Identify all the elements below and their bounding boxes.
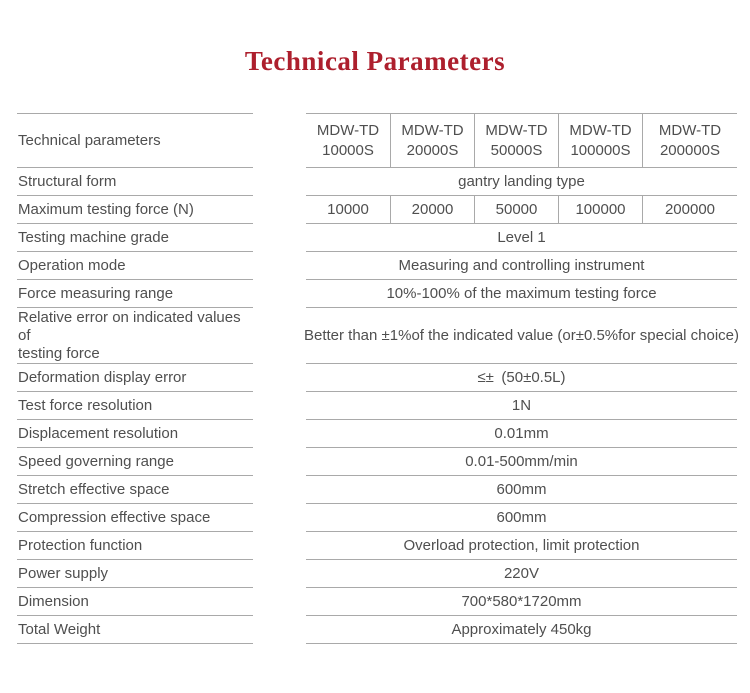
table-row bbox=[17, 616, 737, 644]
column-header-model-4 bbox=[559, 114, 643, 168]
row-label: Speed governing range bbox=[17, 448, 253, 476]
column-gap bbox=[253, 448, 306, 476]
column-gap bbox=[253, 280, 306, 308]
row-label: Maximum testing force (N) bbox=[17, 196, 253, 224]
column-gap bbox=[253, 168, 306, 196]
column-gap bbox=[253, 504, 306, 532]
row-value: 220V bbox=[306, 560, 737, 588]
column-header-model-2 bbox=[391, 114, 475, 168]
column-gap bbox=[253, 392, 306, 420]
model-name: MDW-TD bbox=[401, 121, 464, 139]
column-gap bbox=[253, 560, 306, 588]
row-value: 0.01-500mm/min bbox=[306, 448, 737, 476]
model-number: 100000S bbox=[570, 141, 631, 159]
column-header-model-5 bbox=[643, 114, 737, 168]
table-row bbox=[17, 532, 737, 560]
table-row bbox=[17, 196, 737, 224]
column-gap bbox=[253, 476, 306, 504]
row-value-cell: 200000 bbox=[643, 196, 737, 224]
table-row bbox=[17, 420, 737, 448]
header-label: Technical parameters bbox=[17, 113, 253, 168]
table-row bbox=[17, 308, 740, 364]
row-value-cell: 20000 bbox=[391, 196, 475, 224]
row-value: Level 1 bbox=[306, 224, 737, 252]
column-gap bbox=[253, 308, 306, 364]
table-row bbox=[17, 252, 737, 280]
model-name: MDW-TD bbox=[485, 121, 548, 139]
table-row bbox=[17, 168, 737, 196]
model-name: MDW-TD bbox=[658, 121, 722, 139]
column-gap bbox=[253, 616, 306, 644]
table-row bbox=[17, 280, 737, 308]
table-header-row bbox=[17, 113, 737, 168]
row-label: Deformation display error bbox=[17, 364, 253, 392]
row-label: Compression effective space bbox=[17, 504, 253, 532]
row-value: gantry landing type bbox=[306, 168, 737, 196]
table-row bbox=[17, 504, 737, 532]
table-row bbox=[17, 588, 737, 616]
row-label: Power supply bbox=[17, 560, 253, 588]
row-value: ≤± (50±0.5L) bbox=[306, 364, 737, 392]
page-title: Technical Parameters bbox=[244, 46, 506, 76]
row-label: Stretch effective space bbox=[17, 476, 253, 504]
model-number: 200000S bbox=[659, 141, 721, 159]
model-name: MDW-TD bbox=[569, 121, 632, 139]
column-gap bbox=[253, 588, 306, 616]
row-label: Operation mode bbox=[17, 252, 253, 280]
column-gap bbox=[253, 252, 306, 280]
table-row bbox=[17, 392, 737, 420]
table-row bbox=[17, 364, 737, 392]
column-gap bbox=[253, 532, 306, 560]
row-label: Dimension bbox=[17, 588, 253, 616]
row-label: Testing machine grade bbox=[17, 224, 253, 252]
row-value: 700*580*1720mm bbox=[306, 588, 737, 616]
column-gap bbox=[253, 224, 306, 252]
technical-parameters-table bbox=[17, 113, 740, 644]
column-header-model-1 bbox=[306, 114, 391, 168]
row-value: 600mm bbox=[306, 504, 737, 532]
row-value: 0.01mm bbox=[306, 420, 737, 448]
table-row bbox=[17, 448, 737, 476]
column-gap bbox=[253, 196, 306, 224]
row-value: Measuring and controlling instrument bbox=[306, 252, 737, 280]
row-label: Total Weight bbox=[17, 616, 253, 644]
row-value-cell: 50000 bbox=[475, 196, 559, 224]
table-row bbox=[17, 476, 737, 504]
table-row bbox=[17, 224, 737, 252]
row-value: 1N bbox=[306, 392, 737, 420]
row-value: Better than ±1%of the indicated value (or±0.5%for special choice) bbox=[306, 308, 737, 364]
row-label: Structural form bbox=[17, 168, 253, 196]
row-label: Displacement resolution bbox=[17, 420, 253, 448]
row-label: Test force resolution bbox=[17, 392, 253, 420]
table-row bbox=[17, 560, 737, 588]
column-gap bbox=[253, 113, 306, 168]
model-number: 20000S bbox=[406, 141, 459, 159]
row-label: Protection function bbox=[17, 532, 253, 560]
row-value-cell: 10000 bbox=[306, 196, 391, 224]
row-value: Overload protection, limit protection bbox=[306, 532, 737, 560]
model-header-group bbox=[306, 113, 737, 168]
row-value: 600mm bbox=[306, 476, 737, 504]
model-number: 10000S bbox=[322, 141, 374, 159]
row-label: Force measuring range bbox=[17, 280, 253, 308]
model-number: 50000S bbox=[490, 141, 543, 159]
force-values-group bbox=[306, 196, 737, 224]
column-gap bbox=[253, 364, 306, 392]
column-header-model-3 bbox=[475, 114, 559, 168]
model-name: MDW-TD bbox=[316, 121, 380, 139]
row-value-cell: 100000 bbox=[559, 196, 643, 224]
row-label: Relative error on indicated values of testing force bbox=[17, 308, 253, 364]
row-value: 10%-100% of the maximum testing force bbox=[306, 280, 737, 308]
row-value: Approximately 450kg bbox=[306, 616, 737, 644]
column-gap bbox=[253, 420, 306, 448]
